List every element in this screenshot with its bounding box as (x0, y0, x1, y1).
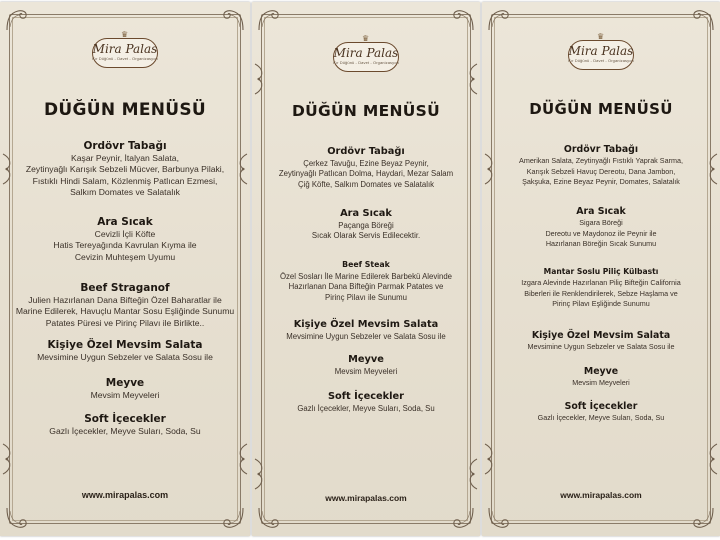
menu-section (0, 140, 250, 199)
crown-icon: ♛ (121, 30, 129, 39)
section-line: Karışık Sebzeli Havuç Dereotu, Dana Jambon, (526, 166, 676, 176)
section-line: Çiğ Köfte, Salkım Domates ve Salatalık (297, 180, 435, 190)
section-title: Meyve (105, 377, 145, 389)
section-line: Özel Sosları İle Marine Edilerek Barbekü Alevinde (279, 271, 453, 281)
section-line: Patates Püresi ve Pirinç Pilavı ile Birlikte.. (45, 317, 205, 328)
section-line: Pirinç Pilavı ile Sunumu (325, 293, 407, 303)
section-line: Gazlı İçecekler, Meyve Suları, Soda, Su (297, 403, 435, 413)
section-title: Meyve (348, 354, 384, 365)
section-line: Salkım Domates ve Salatalık (70, 187, 180, 198)
section-line: Mevsimine Uygun Sebzeler ve Salata Sosu ile (37, 352, 213, 362)
logo-brand: Mira Palas (92, 42, 158, 56)
section-line: Zeytinyağlı Patlıcan Dolma, Haydari, Mezar Salam (278, 169, 454, 179)
section-title: Soft İçecekler (84, 413, 166, 425)
section-title: Ordövr Tabağı (83, 140, 167, 152)
menu-section (252, 146, 480, 191)
section-line: Sıcak Olarak Servis Edilecektir. (311, 231, 421, 241)
menu-section (0, 282, 250, 329)
section-line: Dereotu ve Maydonoz ile Peynir ile (545, 228, 657, 238)
menu-section (0, 216, 250, 263)
menu-section (252, 354, 480, 377)
menu-title: DÜĞÜN MENÜSÜ (529, 100, 673, 118)
menu-section (252, 319, 480, 342)
section-line: Cevizli İçli Köfte (94, 229, 156, 239)
section-title: Mantar Soslu Piliç Külbastı (543, 267, 659, 276)
section-title: Soft İçecekler (564, 401, 638, 412)
logo-tagline: Kır Düğünü - Davet - Organizasyon (568, 58, 634, 63)
section-line: Hazırlanan Böreğin Sıcak Sunumu (545, 239, 657, 249)
section-title: Soft İçecekler (327, 391, 405, 402)
logo-tagline: Kır Düğünü - Davet - Organizasyon (92, 56, 158, 61)
crown-icon: ♛ (362, 34, 370, 43)
menu-section (252, 391, 480, 414)
section-line: Hazırlanan Dana Bifteğin Parmak Patates ve (288, 282, 444, 292)
website-link[interactable]: www.mirapalas.com (81, 490, 169, 500)
menu-card-1 (0, 2, 250, 536)
section-title: Ordövr Tabağı (563, 144, 639, 155)
menu-section (482, 206, 720, 250)
section-title: Kişiye Özel Mevsim Salata (47, 339, 203, 351)
website-link[interactable]: www.mirapalas.com (325, 493, 407, 503)
section-line: Amerikan Salata, Zeytinyağlı Fıstıklı Yaprak Sarma, (519, 156, 683, 165)
section-title: Ara Sıcak (576, 206, 626, 217)
menu-card-2 (252, 2, 480, 536)
section-line: Kaşar Peynir, İtalyan Salata, (71, 153, 179, 163)
section-line: Zeytinyağlı Karışık Sebzeli Mücver, Barbunya Pilaki, (25, 164, 225, 175)
menu-section (482, 330, 720, 353)
section-title: Ara Sıcak (340, 208, 392, 219)
menu-section (0, 413, 250, 437)
menu-section (482, 401, 720, 424)
menu-section (252, 208, 480, 242)
menu-section (482, 366, 720, 389)
section-line: Çerkez Tavuğu, Ezine Beyaz Peynir, (303, 158, 429, 168)
logo-brand: Mira Palas (333, 46, 399, 60)
section-title: Beef Steak (342, 260, 390, 269)
section-line: Gazlı İçecekler, Meyve Suları, Soda, Su (537, 413, 665, 422)
brand-logo (333, 34, 399, 72)
menu-title: DÜĞÜN MENÜSÜ (43, 100, 207, 120)
section-line: Gazlı İçecekler, Meyve Suları, Soda, Su (49, 426, 201, 436)
section-line: Fıstıklı Hindi Salam, Közlenmiş Patlıcan Ezmesi, (32, 175, 218, 186)
section-line: Julien Hazırlanan Dana Bifteğin Özel Baharatlar ile (28, 295, 222, 305)
brand-logo (568, 32, 634, 70)
website-link[interactable]: www.mirapalas.com (560, 490, 642, 500)
section-line: Mevsimine Uygun Sebzeler ve Salata Sosu ile (527, 342, 675, 351)
section-line: Pirinç Pilavı Eşliğinde Sunumu (552, 299, 650, 309)
menu-title: DÜĞÜN MENÜSÜ (291, 102, 441, 120)
menu-section (482, 266, 720, 310)
menu-section (252, 259, 480, 304)
menu-section (482, 144, 720, 188)
section-line: Mevsim Meyveleri (90, 390, 160, 400)
section-title: Kişiye Özel Mevsim Salata (293, 319, 439, 330)
section-title: Meyve (583, 366, 619, 377)
section-line: Izgara Alevinde Hazırlanan Piliç Bifteğin California (521, 278, 681, 287)
menu-section (0, 377, 250, 401)
section-title: Beef Straganof (80, 282, 170, 294)
section-line: Biberleri ile Renklendirilerek, Sebze Haşlama ve (524, 288, 678, 298)
section-line: Şakşuka, Ezine Beyaz Peynir, Domates, Salatalık (522, 177, 680, 187)
section-title: Kişiye Özel Mevsim Salata (531, 330, 671, 341)
brand-logo (92, 30, 158, 68)
section-title: Ordövr Tabağı (327, 146, 405, 157)
menu-card-3 (482, 2, 720, 536)
menu-section (0, 339, 250, 363)
section-line: Mevsim Meyveleri (572, 378, 630, 387)
section-line: Marine Edilerek, Havuçlu Mantar Sosu Eşliğinde Sunumu (15, 306, 235, 317)
section-title: Ara Sıcak (97, 216, 153, 228)
section-line: Paçanga Böreği (338, 220, 394, 230)
crown-icon: ♛ (597, 32, 605, 41)
section-line: Hatis Tereyağında Kavrulan Kıyma ile (53, 240, 197, 251)
section-line: Mevsimine Uygun Sebzeler ve Salata Sosu ile (286, 331, 446, 341)
logo-tagline: Kır Düğünü - Davet - Organizasyon (333, 60, 399, 65)
section-line: Sigara Böreği (579, 218, 623, 227)
section-line: Cevizin Muhteşem Uyumu (74, 251, 176, 262)
logo-brand: Mira Palas (568, 44, 634, 58)
section-line: Mevsim Meyveleri (334, 366, 398, 376)
